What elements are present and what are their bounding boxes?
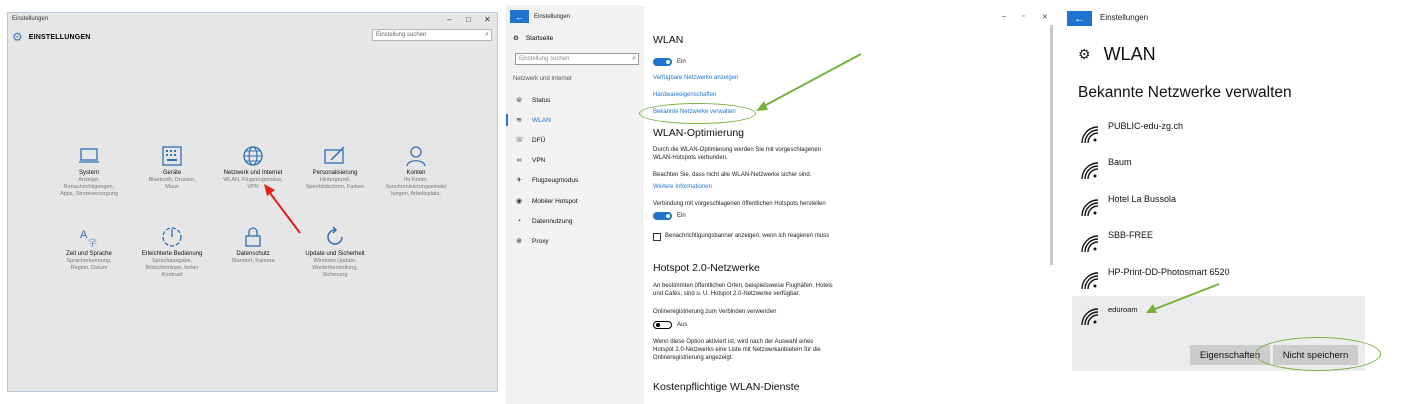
wifi-icon: ≋ xyxy=(516,117,522,124)
wifi-toggle[interactable] xyxy=(653,58,672,66)
list-item[interactable] xyxy=(1081,194,1176,218)
hotspot20-desc: Hotspot 2.0-Netzwerks eine Liste mit Netzwerkanbietern für die xyxy=(653,347,821,353)
tile-desc: Sicherung xyxy=(322,272,348,278)
time-language-icon xyxy=(49,226,129,248)
svg-text:A: A xyxy=(80,229,88,241)
main-content xyxy=(653,5,1033,404)
refresh-icon xyxy=(295,226,375,248)
search-input[interactable] xyxy=(515,53,639,65)
wifi-icon xyxy=(1081,126,1099,144)
nav-label: Mobiler Hotspot xyxy=(532,197,578,205)
known-networks-window xyxy=(1065,7,1375,397)
more-info-link[interactable]: Weitere Informationen xyxy=(653,184,712,190)
sidebar xyxy=(506,5,644,404)
nav-label: Datennutzung xyxy=(532,217,573,225)
tile-name: Zeit und Sprache xyxy=(66,251,112,257)
optimization-text: Durch die WLAN-Optimierung werden Sie mit vorgeschlagenen xyxy=(653,147,822,153)
maximize-button[interactable]: □ xyxy=(466,15,471,24)
tile-desc: Bildschirmlupe, hoher xyxy=(145,265,199,271)
tile-desc: Region, Datum xyxy=(70,265,108,271)
search-icon: ⌕ xyxy=(632,55,636,62)
ease-of-access-icon xyxy=(132,226,212,248)
page-header xyxy=(1078,44,1156,65)
sidebar-item-dfu[interactable] xyxy=(506,133,644,147)
tile-desc: VPN xyxy=(247,184,259,190)
tile-ease-of-access[interactable] xyxy=(132,226,212,279)
globe-icon: ⊕ xyxy=(516,238,522,245)
network-name: eduroam xyxy=(1108,305,1138,314)
network-name: PUBLIC-edu-zg.ch xyxy=(1108,121,1184,131)
nav-label: Flugzeugmodus xyxy=(532,176,579,184)
tile-desc: Bluetooth, Drucker, xyxy=(148,177,196,183)
nav-label: DFÜ xyxy=(532,136,546,144)
page-title: WLAN xyxy=(653,34,684,46)
tile-network-internet[interactable] xyxy=(213,145,293,191)
search-placeholder: Einstellung suchen xyxy=(376,32,427,38)
home-label: Startseite xyxy=(525,34,554,42)
svg-text:字: 字 xyxy=(88,238,98,248)
sidebar-item-hotspot[interactable] xyxy=(506,194,644,208)
tile-desc: Spracherkennung, xyxy=(66,258,112,264)
app-title: Einstellungen xyxy=(1100,13,1149,22)
back-button[interactable] xyxy=(510,10,529,23)
sidebar-item-status[interactable] xyxy=(506,93,644,107)
connect-hotspots-toggle[interactable] xyxy=(653,212,672,220)
tile-desc: Anzeige, xyxy=(78,177,100,183)
tile-desc: lungen, Arbeitsplatz, xyxy=(391,191,441,197)
list-item[interactable] xyxy=(1081,267,1230,291)
minimize-button[interactable]: – xyxy=(1002,13,1006,20)
tile-name: Geräte xyxy=(162,170,182,176)
airplane-icon: ✈ xyxy=(516,177,522,184)
tile-desc: WLAN, Flugzeugmodus, xyxy=(223,177,283,183)
tile-name: Netzwerk und Internet xyxy=(223,170,283,176)
sidebar-item-vpn[interactable] xyxy=(506,153,644,167)
status-icon: ⊜ xyxy=(516,97,522,104)
nav-label: VPN xyxy=(532,156,546,164)
tile-desc: Sperrbildschirm, Farben xyxy=(305,184,365,190)
lock-icon xyxy=(213,226,293,248)
online-registration-label: Onlineregistrierung zum Verbinden verwenden xyxy=(653,309,777,315)
search-icon: ⌕ xyxy=(485,31,489,38)
page-title: WLAN xyxy=(1103,44,1156,64)
tile-personalization[interactable] xyxy=(295,145,375,191)
search-placeholder: Einstellung suchen xyxy=(519,56,570,62)
security-note: Beachten Sie, dass nicht alle WLAN-Netzwerke sicher sind. xyxy=(653,172,812,178)
list-item[interactable] xyxy=(1081,230,1153,254)
tile-time-language[interactable] xyxy=(49,226,129,272)
nav-label: WLAN xyxy=(532,116,551,124)
hotspot20-text: An bestimmten öffentlichen Orten, beispielsweise Flughäfen, Hotels xyxy=(653,283,833,289)
tile-desc: Apps, Stromversorgung xyxy=(60,191,118,197)
close-button[interactable]: ✕ xyxy=(1042,14,1048,21)
nav-label: Status xyxy=(532,96,551,104)
tile-name: Update und Sicherheit xyxy=(305,251,365,257)
wifi-icon xyxy=(1081,199,1099,217)
arrow-left-icon: ← xyxy=(515,11,524,22)
window-title: Einstellungen xyxy=(12,16,49,22)
app-title: Einstellungen xyxy=(534,14,571,20)
title-bar xyxy=(8,13,497,27)
tile-name: Datenschutz xyxy=(236,251,270,257)
online-toggle-label: Aus xyxy=(677,322,688,328)
online-registration-toggle[interactable] xyxy=(653,321,672,329)
network-name: SBB-FREE xyxy=(1108,230,1154,240)
hardware-properties-link[interactable]: Hardwareeigenschaften xyxy=(653,92,717,98)
back-button[interactable] xyxy=(1067,11,1092,26)
tile-name: Personalisierung xyxy=(312,170,358,176)
sidebar-item-wlan[interactable] xyxy=(506,113,644,127)
gear-icon: ⚙ xyxy=(513,35,519,42)
wlan-settings-window xyxy=(506,5,1057,404)
tile-desc: Benachrichtigungen, xyxy=(63,184,115,190)
green-highlight-ellipse xyxy=(639,103,756,124)
header-label: EINSTELLUNGEN xyxy=(28,33,91,41)
minimize-button[interactable]: – xyxy=(447,15,452,24)
tile-desc: Synchronisierungseinstel xyxy=(385,184,447,190)
sidebar-item-airplane[interactable] xyxy=(506,173,644,187)
wifi-icon xyxy=(1081,308,1099,326)
arrow-left-icon: ← xyxy=(1074,12,1085,25)
gear-icon: ⚙ xyxy=(12,30,23,44)
section-title: Bekannte Netzwerke verwalten xyxy=(1078,84,1292,101)
tile-desc: Sprachausgabe, xyxy=(151,258,193,264)
notify-checkbox[interactable] xyxy=(653,233,661,241)
settings-header xyxy=(12,30,90,44)
wifi-toggle-label: Ein xyxy=(677,59,686,65)
notify-label: Benachrichtigungsbanner anzeigen, wenn ich reagieren muss xyxy=(665,233,830,239)
wifi-icon xyxy=(1081,272,1099,290)
hotspot20-desc: Wenn diese Option aktiviert ist, wird nach der Auswahl eines xyxy=(653,339,814,345)
globe-icon xyxy=(213,145,293,167)
tile-privacy[interactable] xyxy=(213,226,293,265)
tile-desc: Hintergrund, xyxy=(319,177,351,183)
network-name: Baum xyxy=(1108,157,1132,167)
tile-name: Konten xyxy=(406,170,426,176)
tile-desc: Kontrast xyxy=(161,272,183,278)
tile-desc: Windows Update, xyxy=(313,258,357,264)
category-label: Netzwerk und Internet xyxy=(513,76,572,82)
person-icon xyxy=(376,145,456,167)
gear-icon: ⚙ xyxy=(1078,46,1091,62)
hotspot20-text: und Cafés, sind u. U. Hotspot 2.0-Netzwerke verfügbar. xyxy=(653,291,801,297)
button-label: Eigenschaften xyxy=(1199,349,1261,361)
tile-desc: Ihr Konto, xyxy=(404,177,428,183)
settings-home-window xyxy=(7,12,498,392)
tile-update-security[interactable] xyxy=(295,226,375,279)
tile-accounts[interactable] xyxy=(376,145,456,198)
hotspot20-desc: Onlineregistrierung angezeigt. xyxy=(653,355,734,361)
laptop-icon xyxy=(49,145,129,167)
tile-desc: Standort, Kamera xyxy=(231,258,275,264)
manage-known-networks-link[interactable]: Bekannte Netzwerke verwalten xyxy=(653,109,736,115)
vpn-icon: ∞ xyxy=(516,156,522,164)
data-usage-icon: ◔ xyxy=(516,217,522,225)
tile-desc: Maus xyxy=(165,184,179,190)
connect-toggle-label: Ein xyxy=(677,213,686,219)
connect-hotspots-label: Verbindung mit vorgeschlagenen öffentlichen Hotspots herstellen xyxy=(653,201,826,207)
tile-name: Erleichterte Bedienung xyxy=(141,251,203,257)
sidebar-item-data-usage[interactable] xyxy=(506,214,644,228)
scrollbar[interactable] xyxy=(1050,25,1053,265)
paintbrush-icon xyxy=(295,145,375,167)
tile-system[interactable] xyxy=(49,145,129,198)
keyboard-icon xyxy=(132,145,212,167)
list-item[interactable] xyxy=(1081,121,1183,145)
dialup-icon: ☏ xyxy=(515,137,524,144)
nav-label: Proxy xyxy=(532,237,549,245)
hotspot-icon: ◉ xyxy=(515,198,523,205)
hotspot20-heading: Hotspot 2.0-Netzwerke xyxy=(653,262,760,274)
button-label: Nicht speichern xyxy=(1282,349,1349,361)
show-networks-link[interactable]: Verfügbare Netzwerke anzeigen xyxy=(653,75,739,81)
optimization-heading: WLAN-Optimierung xyxy=(653,127,745,139)
tile-desc: Wiederherstellung, xyxy=(312,265,358,271)
maximize-button[interactable]: ▫ xyxy=(1022,13,1025,20)
tile-name: System xyxy=(78,170,99,176)
search-input[interactable] xyxy=(372,29,492,41)
close-button[interactable]: ✕ xyxy=(484,15,491,24)
optimization-text: WLAN-Hotspots verbunden. xyxy=(653,155,728,161)
sidebar-item-proxy[interactable] xyxy=(506,234,644,248)
tile-devices[interactable] xyxy=(132,145,212,191)
network-name: Hotel La Bussola xyxy=(1108,194,1177,204)
wifi-icon xyxy=(1081,162,1099,180)
list-item[interactable] xyxy=(1081,157,1132,181)
green-highlight-ellipse xyxy=(1255,337,1381,371)
paid-wifi-heading: Kostenpflichtige WLAN-Dienste xyxy=(653,381,800,393)
wifi-icon xyxy=(1081,235,1099,253)
home-link[interactable] xyxy=(513,34,553,42)
list-item-selected[interactable] xyxy=(1081,303,1138,327)
network-name: HP-Print-DD-Photosmart 6520 xyxy=(1108,267,1230,277)
